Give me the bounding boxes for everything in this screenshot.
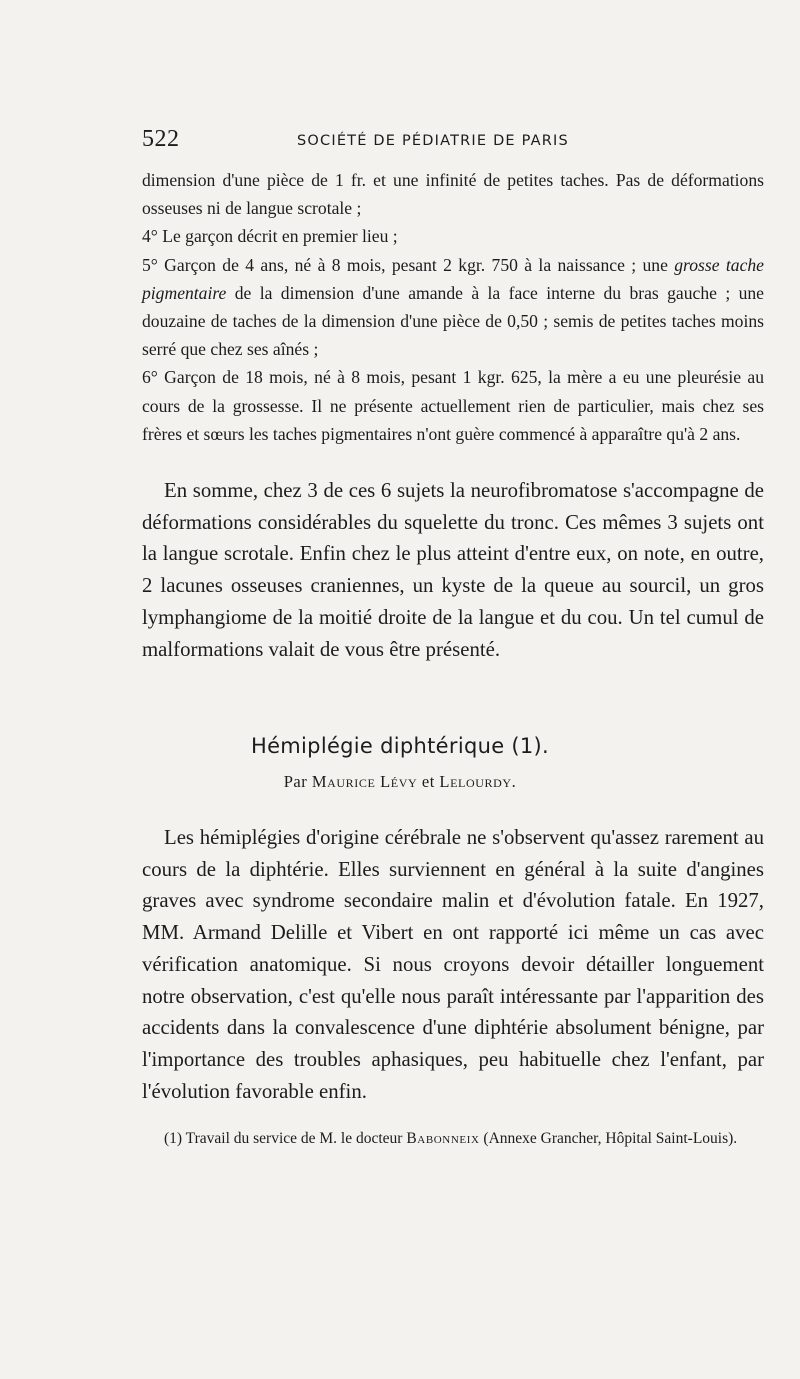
authors-suffix: . xyxy=(511,772,517,791)
case-list-continuation: dimension d'une pièce de 1 fr. et une infinité de petites taches. Pas de déformations osseuses ni de langue scrotale ; xyxy=(142,170,764,219)
case-item-5-start: 5° Garçon de 4 ans, né à 8 mois, pesant 2 kgr. 750 à la naissance ; une xyxy=(142,254,675,275)
authors-join: et xyxy=(417,772,440,791)
footnote-name: Babonneix xyxy=(406,1130,480,1147)
page-header xyxy=(142,126,762,166)
case-item-5-end: de la dimension d'une amande à la face interne du bras gauche ; une douzaine de taches de la dimension d'une pièce de 0,50 ; semis de petites taches moins serré que chez ses aînés ; xyxy=(142,282,764,360)
summary-block xyxy=(142,475,764,665)
running-head: SOCIÉTÉ DE PÉDIATRIE DE PARIS xyxy=(297,133,569,149)
article-title: Hémiplégie diphtérique (1). xyxy=(250,734,550,758)
case-item-6: 6° Garçon de 18 mois, né à 8 mois, pesant 1 kgr. 625, la mère a eu une pleurésie au cours de la grossesse. Il ne présente actuellement rien de particulier, mais chez ses frères et sœurs les taches pigmentaires n'ont guère commencé à apparaître qu'à 2 ans. xyxy=(142,367,764,444)
footnote-start: (1) Travail du service de M. le docteur xyxy=(164,1130,407,1147)
authors-prefix: Par xyxy=(283,772,312,791)
case-item-5 xyxy=(142,251,764,364)
case-item-5-emphasis: grosse tache pigmentaire xyxy=(142,254,764,303)
summary-paragraph: En somme, chez 3 de ces 6 sujets la neurofibromatose s'accompagne de déformations considérables du squelette du tronc. Ces mêmes 3 sujets ont la langue scrotale. Enfin chez le plus atteint d'entre eux, on note, en outre, 2 lacunes osseuses craniennes, un kyste de la queue au sourcil, un gros lymphangiome de la moitié droite de la langue et du cou. Un tel cumul de malformations valait de vous être présenté. xyxy=(142,479,764,661)
case-item-4-text: 4° Le garçon décrit en premier lieu ; xyxy=(142,226,398,247)
page-number: 522 xyxy=(142,126,180,152)
article-body-block xyxy=(142,822,764,1107)
footnote-end: (Annexe Grancher, Hôpital Saint-Louis). xyxy=(479,1130,738,1147)
footnote-block xyxy=(142,1127,764,1150)
case-item-4 xyxy=(142,222,764,250)
author-1: Maurice Lévy xyxy=(311,772,418,791)
author-2: Lelourdy xyxy=(439,772,512,791)
article-body: Les hémiplégies d'origine cérébrale ne s'observent qu'assez rarement au cours de la diphtérie. Elles surviennent en général à la suite d'angines graves avec syndrome secondaire malin et d'évolution fatale. En 1927, MM. Armand Delille et Vibert en ont rapporté ici même un cas avec vérification anatomique. Si nous croyons devoir détailler longuement notre observation, c'est qu'elle nous paraît intéressante par l'apparition des accidents dans la convalescence d'une diphtérie absolument bénigne, par l'importance des troubles aphasiques, peu habituelle chez l'enfant, par l'évolution favorable enfin. xyxy=(142,826,764,1103)
footnote xyxy=(142,1127,764,1150)
article-authors xyxy=(0,772,800,792)
case-list xyxy=(142,166,764,448)
